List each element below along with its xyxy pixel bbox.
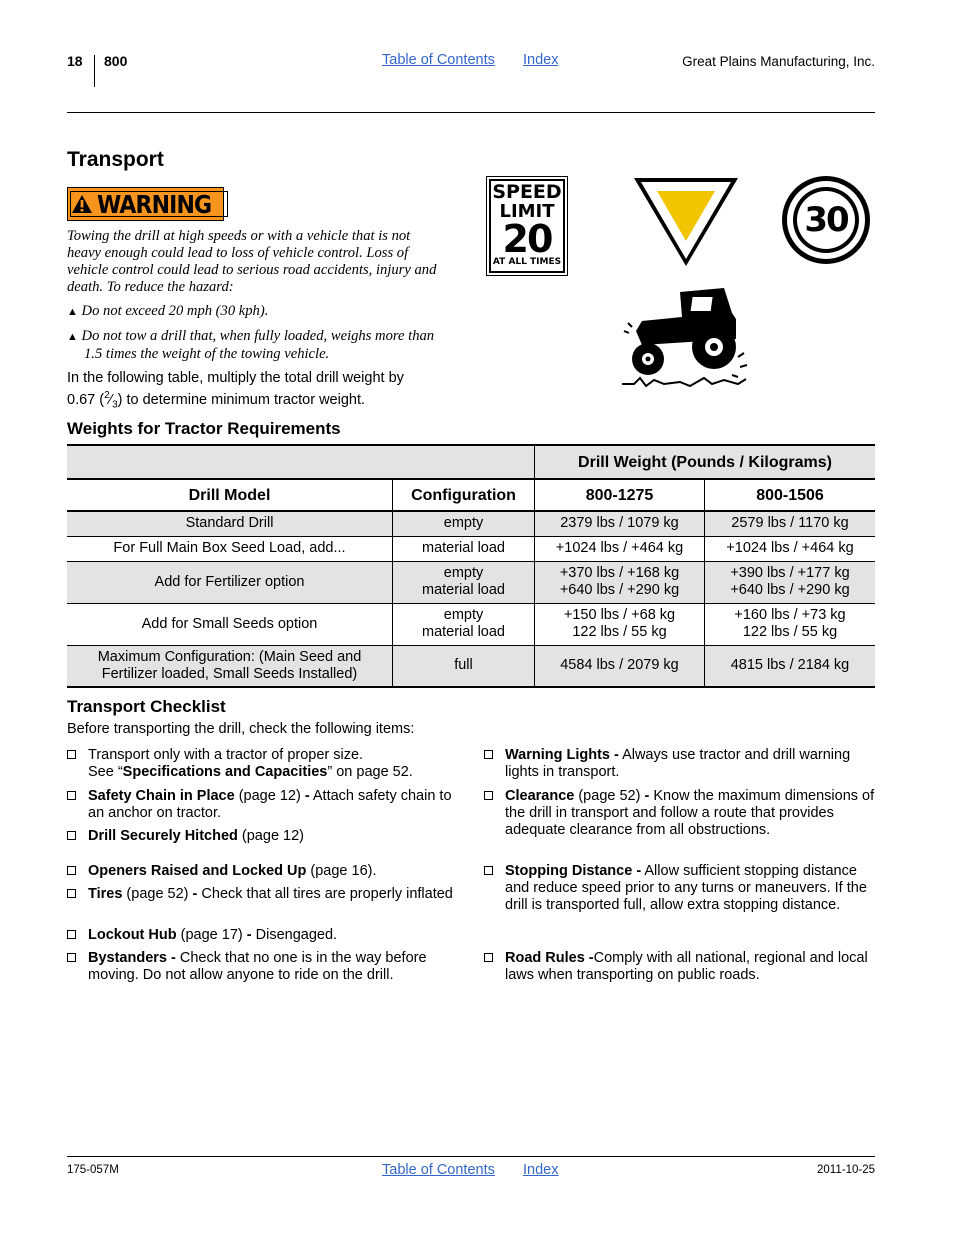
cell-config: empty bbox=[393, 511, 535, 536]
checklist-item bbox=[67, 927, 462, 944]
speed-limit-sign bbox=[486, 176, 568, 276]
cell-line: +160 lbs / +73 kg bbox=[734, 607, 846, 623]
intro-line-1: In the following table, multiply the total drill weight by bbox=[67, 370, 404, 386]
checklist-intro: Before transporting the drill, check the following items: bbox=[67, 721, 415, 737]
item-bold: - bbox=[192, 886, 198, 902]
model-label: 800 bbox=[104, 53, 128, 69]
section-title: Transport bbox=[67, 148, 164, 171]
item-text: (page 12) bbox=[234, 788, 305, 804]
index-link-top[interactable]: Index bbox=[523, 52, 559, 68]
column-header-drill-model: Drill Model bbox=[67, 479, 393, 511]
round-speed-sign bbox=[782, 176, 870, 264]
item-bold: Drill Securely Hitched bbox=[88, 828, 238, 844]
column-header-800-1506: 800-1506 bbox=[756, 486, 824, 504]
item-bold: Tires bbox=[88, 886, 123, 902]
speed-limit-value: 20 bbox=[502, 217, 552, 261]
cell-line: material load bbox=[421, 624, 505, 640]
fraction-slash: ⁄ bbox=[109, 391, 113, 408]
warning-bullet-1-text: Do not exceed 20 mph (30 kph). bbox=[81, 303, 269, 319]
checklist-item bbox=[484, 950, 876, 984]
toc-link-bottom[interactable]: Table of Contents bbox=[382, 1162, 495, 1178]
checklist-item bbox=[67, 747, 462, 781]
cell-800-1506 bbox=[705, 603, 876, 645]
index-link-bottom[interactable]: Index bbox=[523, 1162, 559, 1178]
checklist-item bbox=[484, 747, 876, 781]
warning-label-text: WARNING bbox=[97, 189, 212, 219]
column-header-800-1275: 800-1275 bbox=[535, 479, 705, 511]
checklist-item bbox=[67, 950, 462, 984]
company-name: Great Plains Manufacturing, Inc. bbox=[682, 54, 875, 69]
checklist-item bbox=[67, 886, 462, 903]
item-bold: Bystanders - bbox=[88, 950, 176, 966]
cell-model: For Full Main Box Seed Load, add... bbox=[67, 536, 393, 561]
warning-bullet-2-text: Do not tow a drill that, when fully loaded, weighs more than 1.5 times the weight of the towing vehicle. bbox=[81, 328, 435, 362]
checkbox-icon bbox=[67, 889, 76, 898]
item-text: (page 17) bbox=[176, 927, 247, 943]
checklist-item bbox=[67, 788, 462, 822]
item-text: Disengaged. bbox=[251, 927, 338, 943]
page-number: 18 bbox=[67, 53, 83, 69]
cell-800-1275: 4584 lbs / 2079 kg bbox=[535, 645, 705, 687]
checkbox-icon bbox=[67, 930, 76, 939]
item-text: ” on page 52. bbox=[327, 764, 413, 780]
header-divider bbox=[94, 55, 95, 87]
cell-line: empty bbox=[443, 607, 484, 623]
header-rule bbox=[67, 112, 875, 113]
cell-line: 122 lbs / 55 kg bbox=[572, 624, 667, 640]
checklist-item bbox=[67, 863, 462, 880]
doc-number: 175-057M bbox=[67, 1164, 119, 1176]
tractor-hazard-icon bbox=[620, 287, 750, 390]
cell-line: Fertilizer loaded, Small Seeds Installed) bbox=[101, 665, 358, 682]
cell-line: 122 lbs / 55 kg bbox=[742, 624, 838, 640]
warning-text: Towing the drill at high speeds or with a vehicle that is not heavy enough could lead to loss of vehicle control. Loss of vehicle control could lead to serious road accidents, injury and death. To reduce the hazard: bbox=[67, 228, 437, 295]
warning-triangle-icon bbox=[71, 194, 93, 214]
cell-config: full bbox=[393, 645, 535, 687]
cell-line: material load bbox=[421, 582, 505, 598]
item-text: Check that all tires are properly inflated bbox=[197, 886, 453, 902]
cell-800-1275: 2379 lbs / 1079 kg bbox=[535, 511, 705, 536]
cell-800-1506: 4815 lbs / 2184 kg bbox=[705, 645, 876, 687]
item-bold: - bbox=[246, 927, 252, 943]
checkbox-icon bbox=[67, 953, 76, 962]
checkbox-icon bbox=[484, 750, 493, 759]
item-bold: - bbox=[304, 788, 310, 804]
item-text: (page 52) bbox=[574, 788, 645, 804]
checklist-item bbox=[67, 828, 462, 845]
cell-800-1275 bbox=[535, 561, 705, 603]
item-bold: Clearance bbox=[505, 788, 575, 804]
fraction-denominator: 3 bbox=[112, 399, 118, 411]
cell-model: Add for Fertilizer option bbox=[67, 561, 393, 603]
table-row bbox=[67, 561, 875, 603]
cell-model: Add for Small Seeds option bbox=[67, 603, 393, 645]
intro-pre: 0.67 ( bbox=[67, 391, 105, 408]
yield-sign-icon bbox=[632, 176, 740, 268]
item-text: Comply with all national, regional and local laws when transporting on public roads. bbox=[505, 950, 868, 983]
cell-800-1506: 2579 lbs / 1170 kg bbox=[705, 511, 876, 536]
checkbox-icon bbox=[67, 750, 76, 759]
table-row bbox=[67, 536, 875, 561]
item-bold: Safety Chain in Place bbox=[88, 788, 235, 804]
cell-model bbox=[67, 645, 393, 687]
fraction-numerator: 2 bbox=[104, 390, 110, 401]
item-text: (page 16). bbox=[306, 863, 377, 879]
cell-line: +150 lbs / +68 kg bbox=[563, 607, 676, 623]
table-group-header-blank bbox=[67, 445, 535, 479]
item-text: Know the maximum dimensions of the drill in transport and follow a route that provides adequate clearance from all obstructions. bbox=[505, 788, 875, 838]
speed-label: SPEED bbox=[492, 181, 562, 203]
triangle-bullet-icon: ▲ bbox=[67, 331, 78, 343]
toc-link-top[interactable]: Table of Contents bbox=[382, 52, 495, 68]
weights-table bbox=[67, 444, 875, 688]
cell-800-1506 bbox=[705, 561, 876, 603]
item-bold: Lockout Hub bbox=[88, 927, 177, 943]
item-bold: Warning Lights - bbox=[505, 747, 619, 763]
item-text: Always use tractor and drill warning lights in transport. bbox=[505, 747, 851, 780]
item-text: (page 52) bbox=[122, 886, 193, 902]
column-header-configuration: Configuration bbox=[393, 479, 535, 511]
cell-config bbox=[393, 561, 535, 603]
weights-title: Weights for Tractor Requirements bbox=[67, 419, 341, 438]
round-sign-value: 30 bbox=[797, 191, 855, 249]
item-bold: Openers Raised and Locked Up bbox=[88, 863, 307, 879]
checkbox-icon bbox=[67, 866, 76, 875]
warning-bullet-2 bbox=[67, 328, 439, 363]
item-bold: Specifications and Capacities bbox=[122, 764, 328, 780]
cell-800-1275: +1024 lbs / +464 kg bbox=[535, 536, 705, 561]
limit-label: LIMIT bbox=[499, 201, 555, 222]
checkbox-icon bbox=[484, 866, 493, 875]
checkbox-icon bbox=[67, 791, 76, 800]
item-text: Allow sufficient stopping distance and reduce speed prior to any turns or maneuvers. If the drill is transported full, allow extra stopping distance. bbox=[505, 863, 867, 913]
item-bold: Stopping Distance - bbox=[505, 863, 642, 879]
item-text: (page 12) bbox=[237, 828, 304, 844]
cell-line: +370 lbs / +168 kg bbox=[559, 565, 680, 581]
cell-config bbox=[393, 603, 535, 645]
cell-line: +640 lbs / +290 kg bbox=[559, 582, 680, 598]
table-column-header-row bbox=[67, 479, 875, 511]
table-row bbox=[67, 603, 875, 645]
triangle-bullet-icon: ▲ bbox=[67, 306, 78, 318]
at-all-times-label: AT ALL TIMES bbox=[492, 257, 562, 267]
table-row bbox=[67, 511, 875, 536]
checklist-item bbox=[484, 788, 876, 839]
table-group-header: Drill Weight (Pounds / Kilograms) bbox=[535, 445, 876, 479]
checkbox-icon bbox=[67, 831, 76, 840]
checklist-item bbox=[484, 863, 876, 914]
warning-bullet-1 bbox=[67, 303, 437, 321]
table-row bbox=[67, 645, 875, 687]
item-bold: Road Rules - bbox=[505, 950, 594, 966]
item-text: Check that no one is in the way before moving. Do not allow anyone to ride on the drill. bbox=[88, 950, 427, 983]
cell-800-1506: +1024 lbs / +464 kg bbox=[726, 540, 854, 556]
cell-line: +640 lbs / +290 kg bbox=[730, 582, 850, 598]
doc-date: 2011-10-25 bbox=[817, 1164, 875, 1176]
item-bold: - bbox=[644, 788, 650, 804]
cell-model: Standard Drill bbox=[67, 511, 393, 536]
item-text: See “ bbox=[88, 764, 123, 780]
cell-line: Maximum Configuration: (Main Seed and bbox=[97, 648, 362, 665]
cell-800-1275 bbox=[535, 603, 705, 645]
cell-line: +390 lbs / +177 kg bbox=[730, 565, 850, 581]
intro-text bbox=[67, 370, 447, 414]
item-text: Attach safety chain to an anchor on tractor. bbox=[88, 788, 452, 821]
intro-line-2 bbox=[67, 387, 447, 414]
cell-config: material load bbox=[393, 536, 535, 561]
checkbox-icon bbox=[484, 953, 493, 962]
warning-label bbox=[67, 187, 224, 221]
cell-line: empty bbox=[443, 565, 484, 581]
item-text: Transport only with a tractor of proper size. bbox=[88, 747, 364, 763]
intro-post: ) to determine minimum tractor weight. bbox=[117, 391, 366, 408]
table-group-header-row bbox=[67, 445, 875, 479]
checklist-title: Transport Checklist bbox=[67, 697, 226, 716]
footer-rule bbox=[67, 1156, 875, 1157]
checkbox-icon bbox=[484, 791, 493, 800]
